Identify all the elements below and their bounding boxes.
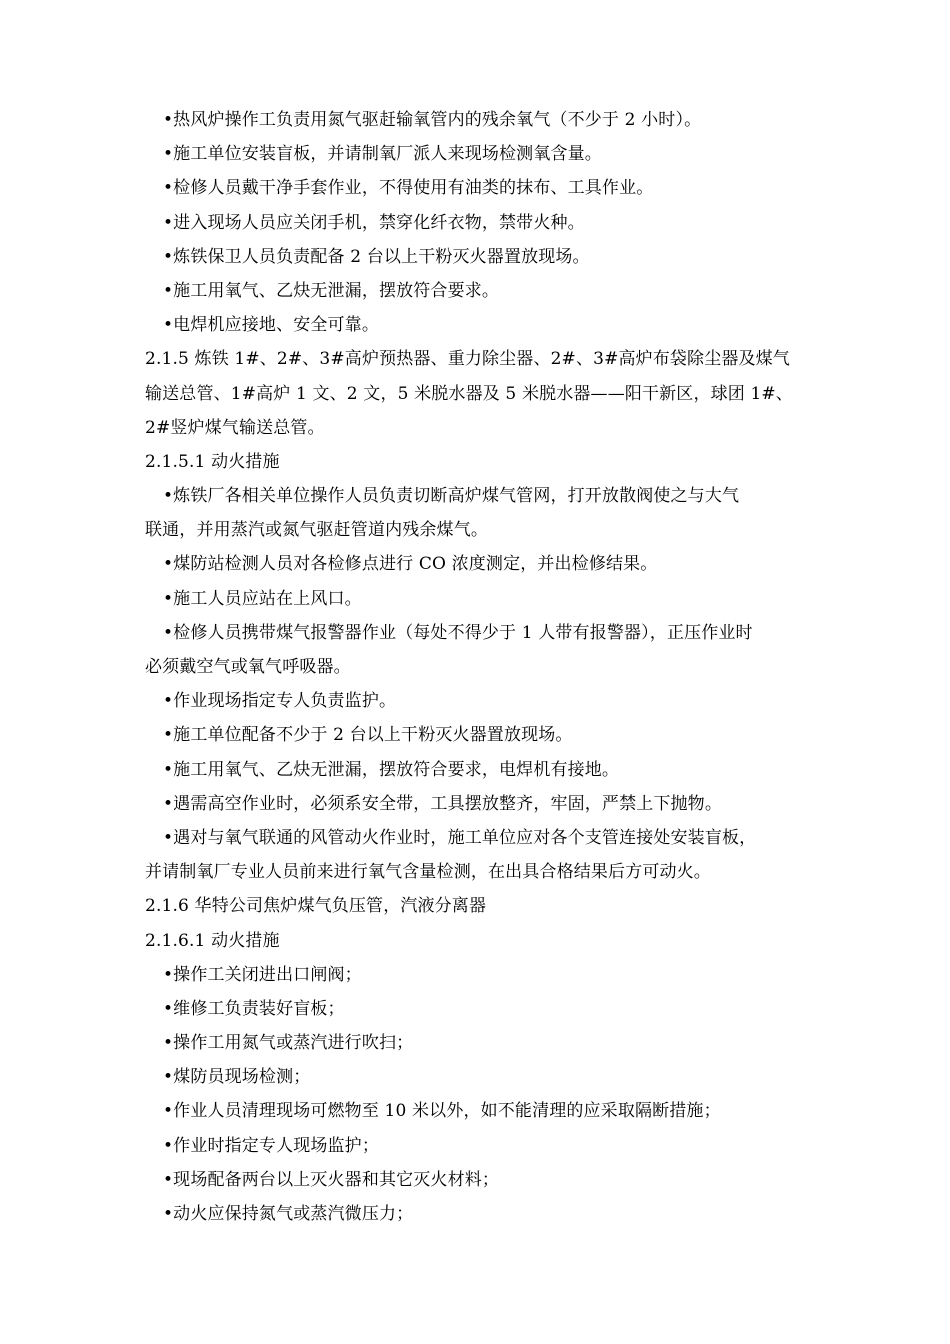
text-line: 2#竖炉煤气输送总管。 (145, 417, 325, 438)
text-line: •电焊机应接地、安全可靠。 (163, 315, 379, 336)
document-body (145, 103, 810, 1231)
text-line: •炼铁保卫人员负责配备 2 台以上干粉灭火器置放现场。 (163, 246, 590, 267)
text-line: 2.1.6 华特公司焦炉煤气负压管，汽液分离器 (145, 896, 487, 917)
text-line: •作业现场指定专人负责监护。 (163, 691, 397, 712)
text-line: 2.1.6.1 动火措施 (145, 930, 280, 951)
text-line: •现场配备两台以上灭火器和其它灭火材料； (163, 1169, 500, 1190)
text-line: 2.1.5 炼铁 1#、2#、3#高炉预热器、重力除尘器、2#、3#高炉布袋除尘器及煤气 (145, 349, 790, 370)
text-line: 2.1.5.1 动火措施 (145, 451, 280, 472)
text-line: 输送总管、1#高炉 1 文、2 文，5 米脱水器及 5 米脱水器——阳干新区，球团 1#、 (145, 383, 793, 404)
text-line: •煤防站检测人员对各检修点进行 CO 浓度测定，并出检修结果。 (163, 554, 658, 575)
text-line: 联通，并用蒸汽或氮气驱赶管道内残余煤气。 (145, 520, 488, 541)
text-line: •动火应保持氮气或蒸汽微压力； (163, 1204, 414, 1224)
text-line: •热风炉操作工负责用氮气驱赶输氧管内的残余氧气（不少于 2 小时）。 (163, 110, 702, 130)
text-line: •遇需高空作业时，必须系安全带，工具摆放整齐，牢固，严禁上下抛物。 (163, 793, 722, 814)
text-line: •作业人员清理现场可燃物至 10 米以外，如不能清理的应采取隔断措施； (163, 1101, 721, 1122)
text-line: •施工单位安装盲板，并请制氧厂派人来现场检测氧含量。 (163, 144, 602, 165)
text-line: •作业时指定专人现场监护； (163, 1135, 379, 1156)
text-line: •施工人员应站在上风口。 (163, 588, 362, 609)
text-line: •施工用氧气、乙炔无泄漏，摆放符合要求。 (163, 280, 500, 301)
text-line: •操作工用氮气或蒸汽进行吹扫； (163, 1033, 414, 1054)
text-line: •施工单位配备不少于 2 台以上干粉灭火器置放现场。 (163, 725, 573, 746)
text-line: •施工用氧气、乙炔无泄漏，摆放符合要求，电焊机有接地。 (163, 759, 620, 780)
text-line: 必须戴空气或氧气呼吸器。 (145, 657, 351, 677)
text-line: •检修人员携带煤气报警器作业（每处不得少于 1 人带有报警器），正压作业时 (163, 622, 753, 643)
text-line: •遇对与氧气联通的风管动火作业时，施工单位应对各个支管连接处安装盲板， (163, 827, 757, 848)
text-line: •维修工负责装好盲板； (163, 998, 345, 1019)
text-line: 并请制氧厂专业人员前来进行氧气含量检测，在出具合格结果后方可动火。 (145, 862, 711, 883)
text-line: •进入现场人员应关闭手机，禁穿化纤衣物，禁带火种。 (163, 212, 585, 233)
text-line: •炼铁厂各相关单位操作人员负责切断高炉煤气管网，打开放散阀使之与大气 (163, 486, 740, 507)
text-line: •煤防员现场检测； (163, 1067, 311, 1088)
text-line: •操作工关闭进出口闸阀； (163, 964, 362, 985)
text-line: •检修人员戴干净手套作业，不得使用有油类的抹布、工具作业。 (163, 178, 654, 199)
